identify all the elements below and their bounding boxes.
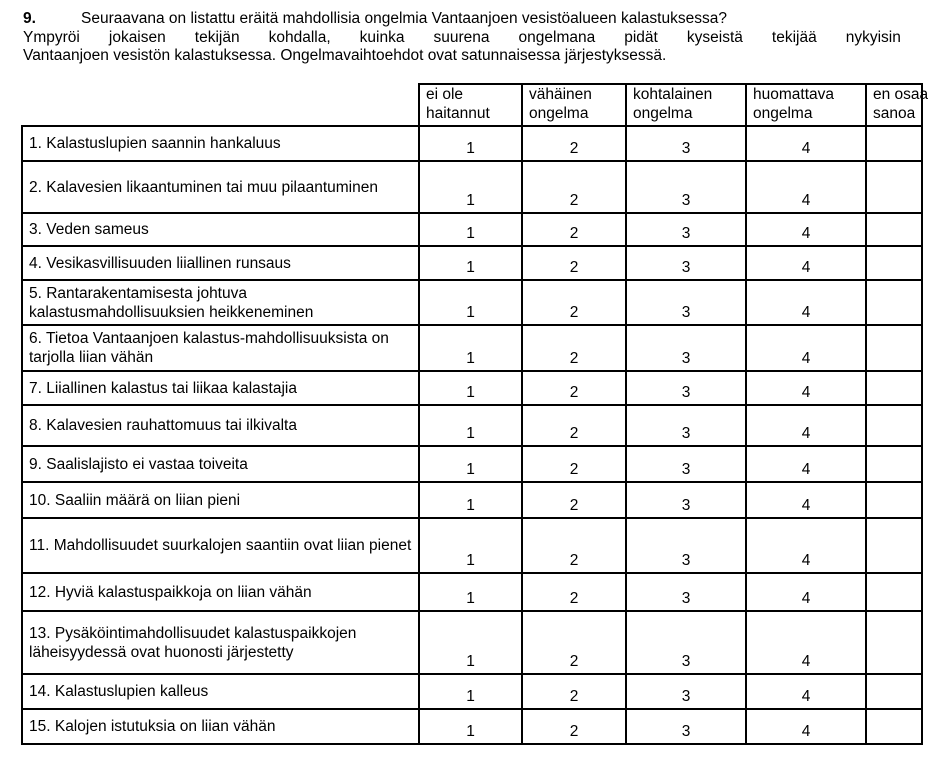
rating-option-blank[interactable] (866, 573, 922, 611)
rating-option-blank[interactable] (866, 518, 922, 573)
question-line-3: Vantaanjoen vesistön kalastuksessa. Ongelmavaihtoehdot ovat satunnaisessa järjestyksessä. (23, 47, 667, 64)
rating-option[interactable]: 4 (746, 213, 866, 246)
rating-option-blank[interactable] (866, 446, 922, 482)
question-line-2-word: tekijää (771, 28, 817, 46)
rating-option-blank[interactable] (866, 674, 922, 709)
rating-option[interactable]: 1 (419, 161, 522, 213)
table-row (22, 446, 922, 482)
rating-option[interactable]: 2 (522, 709, 626, 744)
question-line-2-word: suurena (433, 28, 490, 46)
table-row (22, 126, 922, 161)
rating-option[interactable]: 1 (419, 325, 522, 371)
table-row (22, 482, 922, 518)
column-header-line: ongelma (753, 105, 813, 122)
question-line-2-word: kuinka (359, 28, 405, 46)
rating-option-blank[interactable] (866, 482, 922, 518)
item-label: 4. Vesikasvillisuuden liiallinen runsaus (22, 246, 419, 280)
rating-option[interactable]: 3 (626, 246, 746, 280)
rating-option[interactable]: 3 (626, 446, 746, 482)
rating-option[interactable]: 4 (746, 325, 866, 371)
item-label: 15. Kalojen istutuksia on liian vähän (22, 709, 419, 744)
rating-option-blank[interactable] (866, 213, 922, 246)
rating-option[interactable]: 3 (626, 518, 746, 573)
item-label: 5. Rantarakentamisesta johtuva kalastusmahdollisuuksien heikkeneminen (22, 280, 419, 325)
question-number: 9. (23, 10, 36, 27)
item-label: 14. Kalastuslupien kalleus (22, 674, 419, 709)
rating-option[interactable]: 4 (746, 246, 866, 280)
rating-option[interactable]: 2 (522, 371, 626, 405)
item-label: 9. Saalislajisto ei vastaa toiveita (22, 446, 419, 482)
rating-option[interactable]: 1 (419, 280, 522, 325)
rating-option[interactable]: 4 (746, 371, 866, 405)
rating-option[interactable]: 4 (746, 611, 866, 674)
table-row (22, 405, 922, 446)
rating-option-blank[interactable] (866, 325, 922, 371)
table-row (22, 213, 922, 246)
question-line-2 (23, 29, 901, 48)
question-line-2-word: tekijän (194, 28, 240, 46)
column-header-line: huomattava (753, 86, 834, 103)
question-line-2-word: jokaisen (108, 28, 166, 46)
rating-option[interactable]: 1 (419, 518, 522, 573)
rating-option-blank[interactable] (866, 611, 922, 674)
rating-option[interactable]: 3 (626, 280, 746, 325)
item-label: 10. Saaliin määrä on liian pieni (22, 482, 419, 518)
column-header (866, 84, 928, 126)
item-label: 11. Mahdollisuudet suurkalojen saantiin ovat liian pienet (22, 518, 419, 573)
column-header-line: sanoa (873, 105, 916, 122)
rating-option[interactable]: 1 (419, 213, 522, 246)
rating-option[interactable]: 2 (522, 446, 626, 482)
table-row (22, 325, 922, 371)
item-label: 12. Hyviä kalastuspaikkoja on liian vähän (22, 573, 419, 611)
item-label: 7. Liiallinen kalastus tai liikaa kalastajia (22, 371, 419, 405)
column-header (522, 84, 626, 126)
item-label: 6. Tietoa Vantaanjoen kalastus-mahdollisuuksista on tarjolla liian vähän (22, 325, 419, 371)
rating-option[interactable]: 2 (522, 325, 626, 371)
rating-option-blank[interactable] (866, 161, 922, 213)
rating-option-blank[interactable] (866, 709, 922, 744)
table-row (22, 611, 922, 674)
rating-option[interactable]: 4 (746, 518, 866, 573)
column-header (419, 84, 522, 126)
rating-table (21, 83, 928, 745)
item-label: 13. Pysäköintimahdollisuudet kalastuspaikkojen läheisyydessä ovat huonosti järjestetty (22, 611, 419, 674)
rating-option[interactable]: 3 (626, 482, 746, 518)
table-row (22, 161, 922, 213)
question-line-2-word: pidät (624, 28, 658, 46)
table-row (22, 371, 922, 405)
rating-option[interactable]: 4 (746, 573, 866, 611)
rating-option[interactable]: 1 (419, 126, 522, 161)
question-line-2-word: kyseistä (686, 28, 743, 46)
column-header-line: en osaa (873, 86, 928, 103)
rating-option[interactable]: 3 (626, 405, 746, 446)
rating-option[interactable]: 3 (626, 611, 746, 674)
rating-option[interactable]: 1 (419, 405, 522, 446)
question-text (23, 10, 903, 66)
header-blank-cell (22, 84, 419, 126)
rating-option[interactable]: 1 (419, 573, 522, 611)
rating-option[interactable]: 2 (522, 161, 626, 213)
rating-option[interactable]: 1 (419, 371, 522, 405)
table-row (22, 518, 922, 573)
rating-option-blank[interactable] (866, 246, 922, 280)
rating-option[interactable]: 3 (626, 371, 746, 405)
rating-option[interactable]: 4 (746, 280, 866, 325)
rating-option[interactable]: 2 (522, 405, 626, 446)
question-line-2-word: ongelmana (518, 28, 596, 46)
rating-option[interactable]: 2 (522, 126, 626, 161)
item-label: 2. Kalavesien likaantuminen tai muu pilaantuminen (22, 161, 419, 213)
rating-option[interactable]: 4 (746, 405, 866, 446)
rating-option[interactable]: 4 (746, 709, 866, 744)
rating-option[interactable]: 1 (419, 674, 522, 709)
header-row (22, 84, 922, 126)
rating-option-blank[interactable] (866, 126, 922, 161)
rating-option[interactable]: 2 (522, 280, 626, 325)
rating-option[interactable]: 2 (522, 246, 626, 280)
rating-option-blank[interactable] (866, 371, 922, 405)
rating-option[interactable]: 2 (522, 518, 626, 573)
table-row (22, 246, 922, 280)
item-label: 1. Kalastuslupien saannin hankaluus (22, 126, 419, 161)
question-line-1: Seuraavana on listattu eräitä mahdollisia ongelmia Vantaanjoen vesistöalueen kalastuksessa? (81, 10, 727, 27)
column-header-line: haitannut (426, 105, 490, 122)
question-line-2-word: kohdalla, (268, 28, 331, 46)
rating-option[interactable]: 2 (522, 213, 626, 246)
rating-option[interactable]: 1 (419, 246, 522, 280)
rating-option[interactable]: 3 (626, 325, 746, 371)
rating-option[interactable]: 4 (746, 446, 866, 482)
table-row (22, 674, 922, 709)
column-header-line: ongelma (633, 105, 693, 122)
table-row (22, 709, 922, 744)
rating-option[interactable]: 3 (626, 709, 746, 744)
column-header (746, 84, 866, 126)
rating-option[interactable]: 2 (522, 573, 626, 611)
rating-option[interactable]: 4 (746, 674, 866, 709)
rating-option[interactable]: 3 (626, 573, 746, 611)
item-label: 3. Veden sameus (22, 213, 419, 246)
rating-option[interactable]: 4 (746, 482, 866, 518)
rating-option[interactable]: 3 (626, 126, 746, 161)
rating-option[interactable]: 3 (626, 161, 746, 213)
column-header-line: ongelma (529, 105, 589, 122)
rating-option-blank[interactable] (866, 280, 922, 325)
item-label: 8. Kalavesien rauhattomuus tai ilkivalta (22, 405, 419, 446)
rating-option[interactable]: 2 (522, 674, 626, 709)
question-line-2-word: nykyisin (845, 28, 901, 46)
rating-option[interactable]: 1 (419, 446, 522, 482)
rating-option[interactable]: 1 (419, 709, 522, 744)
table-row (22, 573, 922, 611)
column-header (626, 84, 746, 126)
rating-option[interactable]: 2 (522, 482, 626, 518)
rating-option[interactable]: 4 (746, 161, 866, 213)
rating-option[interactable]: 2 (522, 611, 626, 674)
rating-option[interactable]: 3 (626, 213, 746, 246)
question-line-2-word: Ympyröi (23, 28, 80, 46)
rating-option[interactable]: 4 (746, 126, 866, 161)
rating-option[interactable]: 1 (419, 482, 522, 518)
rating-option[interactable]: 1 (419, 611, 522, 674)
rating-option[interactable]: 3 (626, 674, 746, 709)
column-header-line: ei ole (426, 86, 464, 103)
table-row (22, 280, 922, 325)
column-header-line: vähäinen (529, 86, 592, 103)
rating-option-blank[interactable] (866, 405, 922, 446)
column-header-line: kohtalainen (633, 86, 713, 103)
